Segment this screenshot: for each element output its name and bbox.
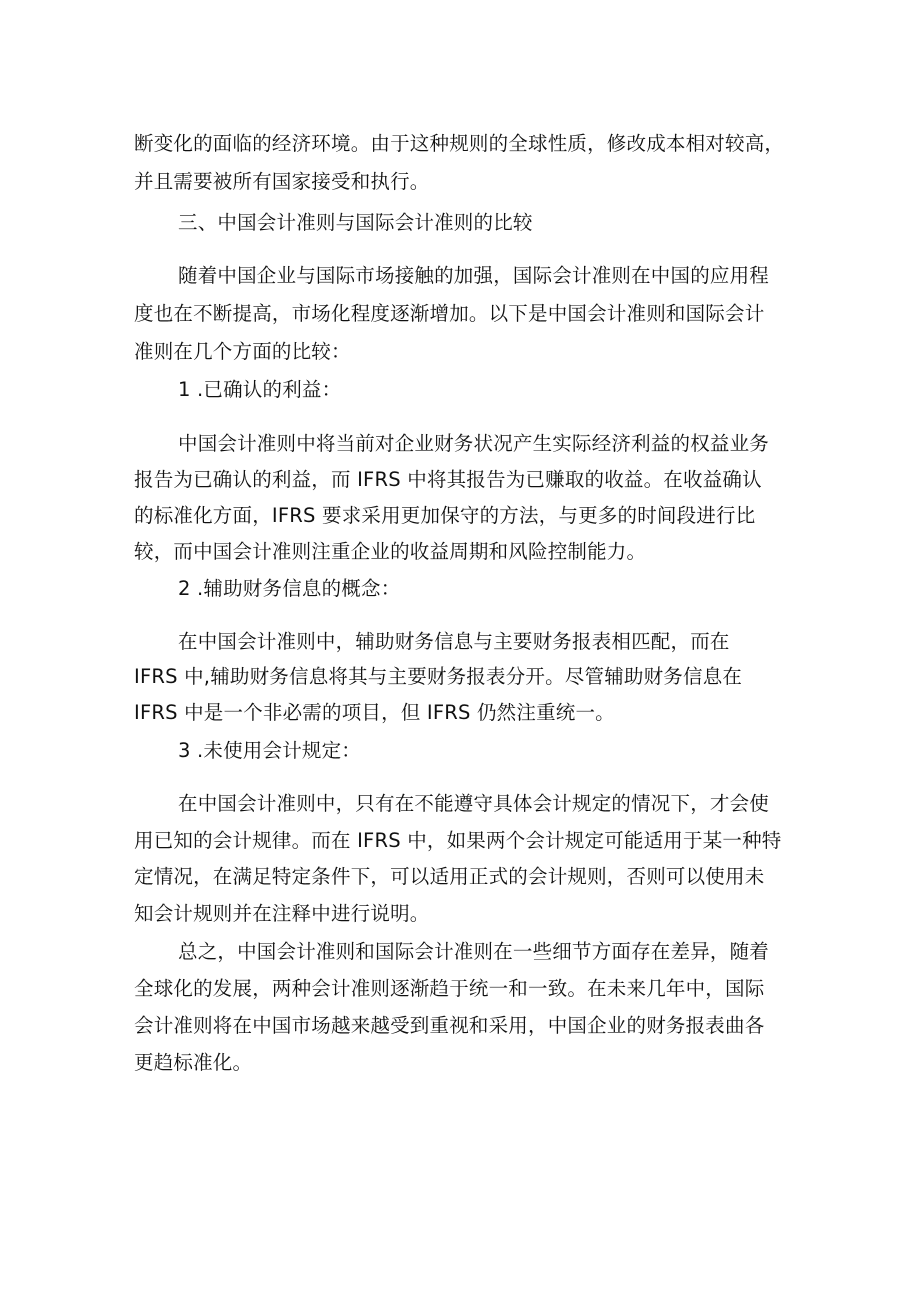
paragraph-line: 在中国会计准则中，辅助财务信息与主要财务报表相匹配，而在 [178, 630, 730, 653]
paragraph-line: 准则在几个方面的比较： [134, 340, 351, 363]
paragraph-line: 用已知的会计规律。而在 IFRS 中，如果两个会计规定可能适用于某一种特 [134, 829, 782, 852]
paragraph-line: 在中国会计准则中，只有在不能遵守具体会计规定的情况下，才会使 [178, 792, 770, 815]
paragraph-line: 会计准则将在中国市场越来越受到重视和采用，中国企业的财务报表曲各 [134, 1014, 765, 1037]
paragraph-line: 随着中国企业与国际市场接触的加强，国际会计准则在中国的应用程 [178, 264, 770, 287]
paragraph-line: 报告为已确认的利益，而 IFRS 中将其报告为已赚取的收益。在收益确认 [134, 468, 762, 491]
paragraph-line: 较，而中国会计准则注重企业的收益周期和风险控制能力。 [134, 540, 647, 563]
item-heading: 1 .已确认的利益： [178, 378, 342, 401]
paragraph-line: 全球化的发展，两种会计准则逐渐趋于统一和一致。在未来几年中，国际 [134, 977, 765, 1000]
paragraph-line: 断变化的面临的经济环境。由于这种规则的全球性质，修改成本相对较高， [134, 132, 785, 155]
paragraph-line: IFRS 中是一个非必需的项目，但 IFRS 仍然注重统一。 [134, 701, 615, 724]
paragraph-line: 的标准化方面，IFRS 要求采用更加保守的方法，与更多的时间段进行比 [134, 504, 756, 527]
section-heading: 三、中国会计准则与国际会计准则的比较 [178, 211, 533, 234]
paragraph-line: 定情况，在满足特定条件下，可以适用正式的会计规则，否则可以使用未 [134, 865, 765, 888]
paragraph-line: 总之，中国会计准则和国际会计准则在一些细节方面存在差异，随着 [178, 940, 770, 963]
paragraph-line: 更趋标准化。 [134, 1051, 253, 1074]
paragraph-line: IFRS 中,辅助财务信息将其与主要财务报表分开。尽管辅助财务信息在 [134, 665, 743, 688]
paragraph-line: 中国会计准则中将当前对企业财务状况产生实际经济利益的权益业务 [178, 432, 770, 455]
paragraph-line: 知会计规则并在注释中进行说明。 [134, 902, 430, 925]
item-heading: 3 .未使用会计规定： [178, 739, 362, 762]
paragraph-line: 度也在不断提高，市场化程度逐渐增加。以下是中国会计准则和国际会计 [134, 302, 765, 325]
item-heading: 2 .辅助财务信息的概念： [178, 577, 401, 600]
paragraph-line: 并且需要被所有国家接受和执行。 [134, 170, 430, 193]
